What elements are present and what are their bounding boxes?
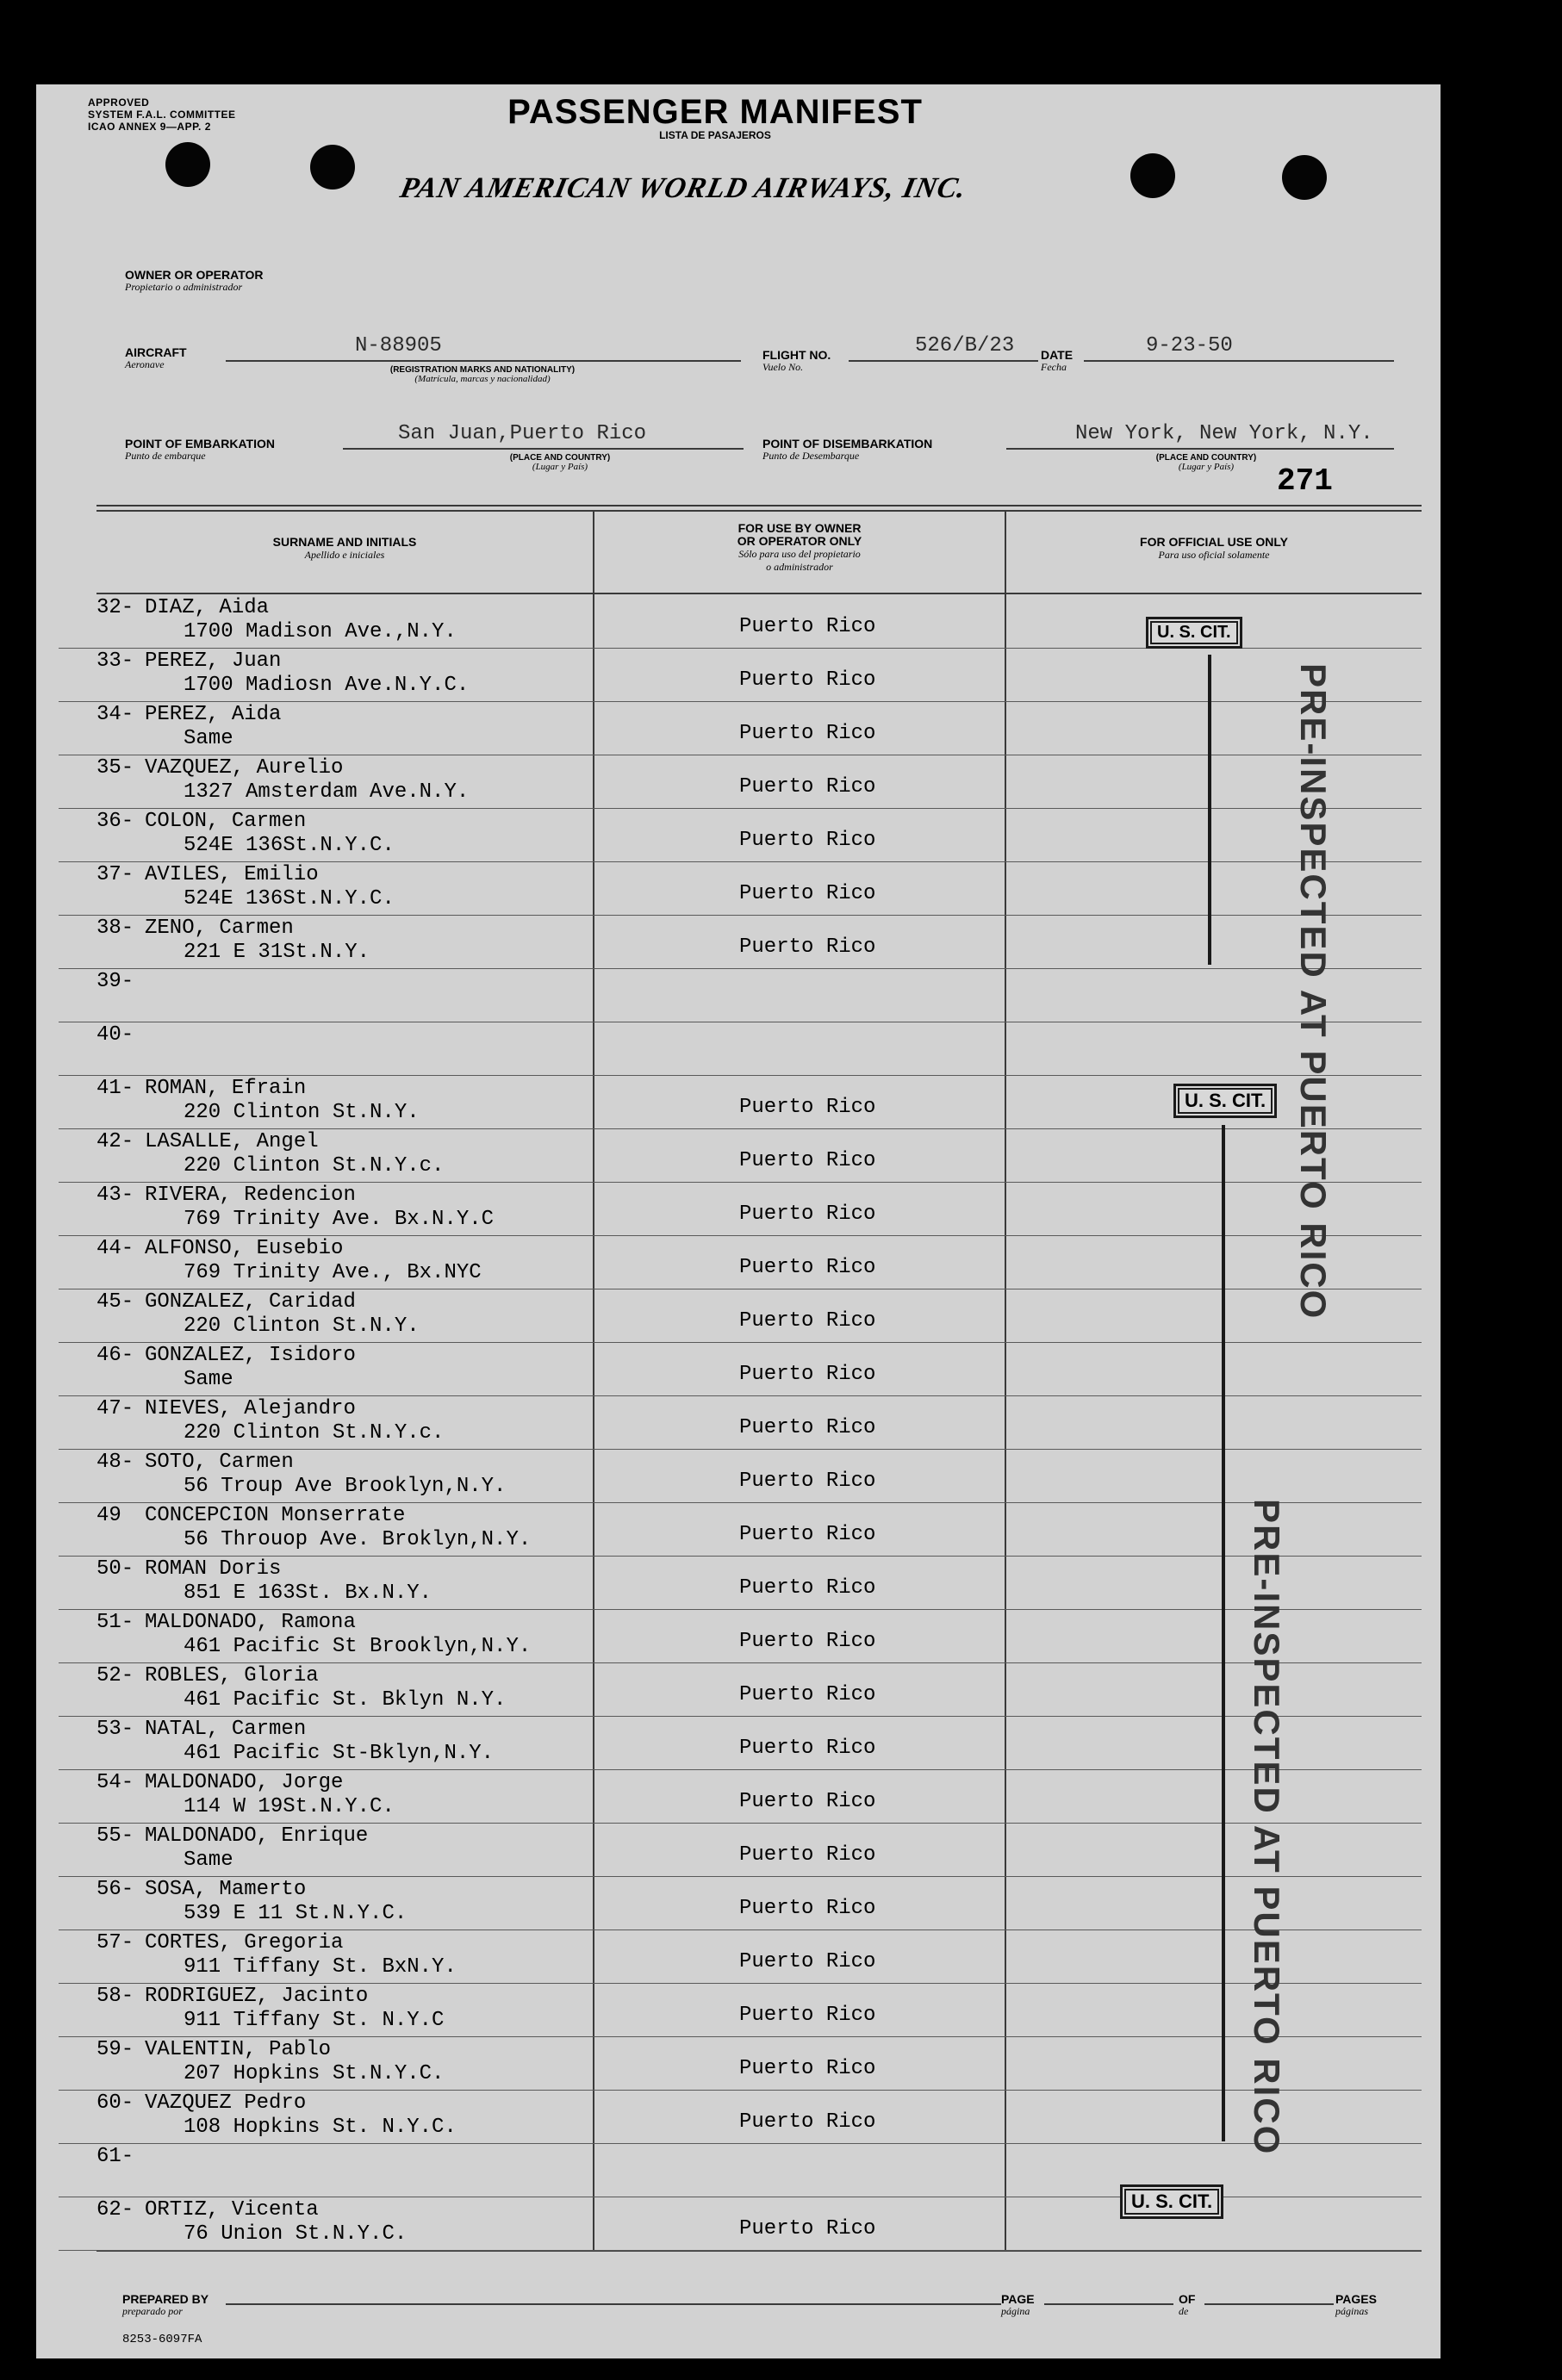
punch-hole-icon bbox=[1130, 153, 1175, 198]
aircraft-label bbox=[125, 346, 187, 370]
passenger-name: SOTO, Carmen bbox=[145, 1451, 294, 1474]
table-row bbox=[59, 1556, 1422, 1610]
embark-value: San Juan,Puerto Rico bbox=[398, 422, 647, 445]
column-header-official-es: Para uso oficial solamente bbox=[1158, 549, 1270, 561]
row-number: 47- bbox=[96, 1397, 134, 1420]
operator-remark: Puerto Rico bbox=[739, 882, 876, 905]
table-row bbox=[59, 1449, 1422, 1503]
page-label-en: PAGE bbox=[1001, 2292, 1035, 2306]
passenger-address: 114 W 19St.N.Y.C. bbox=[184, 1795, 395, 1818]
registration-note-es: (Matrícula, marcas y nacionalidad) bbox=[414, 374, 551, 384]
table-top-border bbox=[96, 510, 1422, 512]
column-header-operator-line: OR OPERATOR ONLY bbox=[737, 534, 862, 548]
passenger-address: Same bbox=[184, 1849, 233, 1872]
row-number: 50- bbox=[96, 1557, 134, 1581]
passenger-name: VAZQUEZ Pedro bbox=[145, 2091, 307, 2115]
passenger-address: Same bbox=[184, 1368, 233, 1391]
passenger-name: RIVERA, Redencion bbox=[145, 1184, 356, 1207]
passenger-address: 769 Trinity Ave., Bx.NYC bbox=[184, 1261, 482, 1284]
passenger-address: 1700 Madiosn Ave.N.Y.C. bbox=[184, 674, 470, 697]
passenger-address: 461 Pacific St. Bklyn N.Y. bbox=[184, 1688, 507, 1712]
row-number: 32- bbox=[96, 596, 134, 619]
airline-name: PAN AMERICAN WORLD AIRWAYS, INC. bbox=[397, 172, 970, 204]
row-number: 43- bbox=[96, 1184, 134, 1207]
passenger-address: 220 Clinton St.N.Y.c. bbox=[184, 1421, 445, 1445]
table-row bbox=[59, 1182, 1422, 1236]
table-row bbox=[59, 2090, 1422, 2144]
row-number: 41- bbox=[96, 1077, 134, 1100]
operator-remark: Puerto Rico bbox=[739, 1523, 876, 1546]
aircraft-label-en: AIRCRAFT bbox=[125, 345, 187, 359]
disembark-line bbox=[1006, 448, 1394, 450]
approval-note bbox=[88, 96, 236, 133]
table-row bbox=[59, 1395, 1422, 1450]
page-label-es: página bbox=[1001, 2305, 1030, 2317]
row-number: 58- bbox=[96, 1985, 134, 2008]
column-header-official bbox=[1006, 536, 1422, 562]
page-title: PASSENGER MANIFEST bbox=[507, 93, 923, 131]
owner-label bbox=[125, 269, 264, 293]
passenger-name: ZENO, Carmen bbox=[145, 917, 294, 940]
embark-label-en: POINT OF EMBARKATION bbox=[125, 437, 275, 451]
row-number: 62- bbox=[96, 2198, 134, 2222]
operator-remark: Puerto Rico bbox=[739, 1576, 876, 1600]
flight-label bbox=[762, 349, 831, 373]
passenger-name: PEREZ, Juan bbox=[145, 649, 282, 673]
operator-remark: Puerto Rico bbox=[739, 2057, 876, 2080]
table-row bbox=[59, 1983, 1422, 2037]
us-cit-stamp: U. S. CIT. bbox=[1146, 617, 1242, 649]
page-line bbox=[1044, 2303, 1173, 2305]
sheet-number: 271 bbox=[1277, 463, 1333, 499]
row-number: 57- bbox=[96, 1931, 134, 1954]
passenger-address: 56 Throuop Ave. Broklyn,N.Y. bbox=[184, 1528, 532, 1551]
table-row bbox=[59, 701, 1422, 755]
embark-place-note-es: (Lugar y País) bbox=[532, 462, 588, 472]
aircraft-line bbox=[226, 360, 741, 362]
row-number: 56- bbox=[96, 1878, 134, 1901]
us-cit-stamp: U. S. CIT. bbox=[1120, 2184, 1223, 2219]
punch-hole-icon bbox=[1282, 155, 1327, 200]
operator-remark: Puerto Rico bbox=[739, 1363, 876, 1386]
disembark-place-note-es: (Lugar y País) bbox=[1178, 462, 1235, 472]
passenger-address: 220 Clinton St.N.Y. bbox=[184, 1101, 420, 1124]
passenger-address: 1700 Madison Ave.,N.Y. bbox=[184, 620, 457, 643]
row-number: 34- bbox=[96, 703, 134, 726]
passenger-name: ROBLES, Gloria bbox=[145, 1664, 319, 1687]
passenger-address: 220 Clinton St.N.Y.c. bbox=[184, 1154, 445, 1178]
operator-remark: Puerto Rico bbox=[739, 1416, 876, 1439]
row-number: 44- bbox=[96, 1237, 134, 1260]
passenger-name: CONCEPCION Monserrate bbox=[145, 1504, 406, 1527]
passenger-address: Same bbox=[184, 727, 233, 750]
table-row bbox=[59, 1876, 1422, 1930]
date-label-en: DATE bbox=[1041, 348, 1073, 362]
passenger-name: PEREZ, Aida bbox=[145, 703, 282, 726]
table-row bbox=[59, 861, 1422, 916]
table-row bbox=[59, 1716, 1422, 1770]
table-row bbox=[59, 968, 1422, 1022]
approval-line: APPROVED bbox=[88, 96, 150, 109]
row-number: 42- bbox=[96, 1130, 134, 1153]
of-line bbox=[1204, 2303, 1334, 2305]
form-code: 8253-6097FA bbox=[122, 2333, 202, 2346]
table-row bbox=[59, 1502, 1422, 1557]
table-row bbox=[59, 755, 1422, 809]
table-row bbox=[59, 915, 1422, 969]
embark-label bbox=[125, 438, 275, 462]
punch-hole-icon bbox=[165, 142, 210, 187]
flight-line bbox=[849, 360, 1038, 362]
operator-remark: Puerto Rico bbox=[739, 1470, 876, 1493]
pages-label-es: páginas bbox=[1335, 2305, 1369, 2317]
table-row bbox=[59, 1128, 1422, 1183]
operator-remark: Puerto Rico bbox=[739, 935, 876, 959]
passenger-address: 769 Trinity Ave. Bx.N.Y.C bbox=[184, 1208, 495, 1231]
operator-remark: Puerto Rico bbox=[739, 2217, 876, 2240]
passenger-name: ROMAN, Efrain bbox=[145, 1077, 307, 1100]
operator-remark: Puerto Rico bbox=[739, 722, 876, 745]
aircraft-value: N-88905 bbox=[355, 334, 442, 357]
table-top-border bbox=[96, 505, 1422, 506]
table-row bbox=[59, 1609, 1422, 1663]
embark-line bbox=[343, 448, 744, 450]
disembark-place-note-en: (PLACE AND COUNTRY) bbox=[1155, 453, 1257, 463]
column-header-operator-es: o administrador bbox=[766, 561, 833, 573]
passenger-address: 221 E 31St.N.Y. bbox=[184, 941, 370, 964]
flight-label-es: Vuelo No. bbox=[762, 361, 804, 373]
operator-remark: Puerto Rico bbox=[739, 1843, 876, 1867]
passenger-name: CORTES, Gregoria bbox=[145, 1931, 344, 1954]
bracket-arrow bbox=[1208, 655, 1211, 965]
passenger-name: MALDONADO, Ramona bbox=[145, 1611, 356, 1634]
disembark-value: New York, New York, N.Y. bbox=[1075, 422, 1373, 445]
row-number: 38- bbox=[96, 917, 134, 940]
row-number: 49 bbox=[96, 1504, 121, 1527]
operator-remark: Puerto Rico bbox=[739, 615, 876, 638]
operator-remark: Puerto Rico bbox=[739, 2004, 876, 2027]
disembark-label-es: Punto de Desembarque bbox=[762, 450, 860, 462]
approval-line: SYSTEM F.A.L. COMMITTEE bbox=[88, 109, 236, 121]
operator-remark: Puerto Rico bbox=[739, 1897, 876, 1920]
row-number: 55- bbox=[96, 1824, 134, 1848]
preinspected-stamp: PRE-INSPECTED AT PUERTO RICO bbox=[1247, 1499, 1287, 2156]
passenger-name: ALFONSO, Eusebio bbox=[145, 1237, 344, 1260]
of-label-en: OF bbox=[1179, 2292, 1196, 2306]
us-cit-stamp: U. S. CIT. bbox=[1173, 1084, 1277, 1118]
of-label bbox=[1179, 2293, 1195, 2317]
page-subtitle: LISTA DE PASAJEROS bbox=[659, 129, 771, 141]
disembark-label bbox=[762, 438, 932, 462]
passenger-address: 76 Union St.N.Y.C. bbox=[184, 2222, 408, 2246]
row-number: 60- bbox=[96, 2091, 134, 2115]
passenger-name: GONZALEZ, Isidoro bbox=[145, 1344, 356, 1367]
flight-label-en: FLIGHT NO. bbox=[762, 348, 831, 362]
passenger-name: COLON, Carmen bbox=[145, 810, 307, 833]
row-number: 37- bbox=[96, 863, 134, 886]
embark-label-es: Punto de embarque bbox=[125, 450, 206, 462]
passenger-name: MALDONADO, Jorge bbox=[145, 1771, 344, 1794]
passenger-address: 524E 136St.N.Y.C. bbox=[184, 834, 395, 857]
passenger-address: 911 Tiffany St. BxN.Y. bbox=[184, 1955, 457, 1979]
passenger-address: 911 Tiffany St. N.Y.C bbox=[184, 2009, 445, 2032]
table-row bbox=[59, 1289, 1422, 1343]
aircraft-label-es: Aeronave bbox=[125, 358, 165, 370]
prepared-by-line bbox=[226, 2303, 1001, 2305]
table-row bbox=[59, 1929, 1422, 1984]
operator-remark: Puerto Rico bbox=[739, 1630, 876, 1653]
pages-label-en: PAGES bbox=[1335, 2292, 1377, 2306]
passenger-name: SOSA, Mamerto bbox=[145, 1878, 307, 1901]
row-number: 61- bbox=[96, 2145, 134, 2168]
table-row bbox=[59, 1022, 1422, 1076]
disembark-label-en: POINT OF DISEMBARKATION bbox=[762, 437, 933, 451]
prepared-by-label-es: preparado por bbox=[122, 2305, 183, 2317]
operator-remark: Puerto Rico bbox=[739, 1149, 876, 1172]
passenger-name: NIEVES, Alejandro bbox=[145, 1397, 356, 1420]
of-label-es: de bbox=[1179, 2305, 1189, 2317]
operator-remark: Puerto Rico bbox=[739, 1256, 876, 1279]
passenger-address: 539 E 11 St.N.Y.C. bbox=[184, 1902, 408, 1925]
column-header-operator-line: FOR USE BY OWNER bbox=[737, 521, 862, 535]
row-number: 59- bbox=[96, 2038, 134, 2061]
page-label bbox=[1001, 2293, 1035, 2317]
passenger-name: RODRIGUEZ, Jacinto bbox=[145, 1985, 369, 2008]
operator-remark: Puerto Rico bbox=[739, 775, 876, 799]
operator-remark: Puerto Rico bbox=[739, 1202, 876, 1226]
prepared-by-label-en: PREPARED BY bbox=[122, 2292, 209, 2306]
table-row bbox=[59, 1823, 1422, 1877]
row-number: 46- bbox=[96, 1344, 134, 1367]
table-row bbox=[59, 1235, 1422, 1289]
table-row bbox=[59, 1662, 1422, 1717]
column-header-operator bbox=[594, 522, 1005, 574]
passenger-name: LASALLE, Angel bbox=[145, 1130, 319, 1153]
passenger-name: ORTIZ, Vicenta bbox=[145, 2198, 319, 2222]
flight-value: 526/B/23 bbox=[915, 334, 1015, 357]
row-number: 36- bbox=[96, 810, 134, 833]
passenger-name: DIAZ, Aida bbox=[145, 596, 270, 619]
table-row bbox=[59, 648, 1422, 702]
operator-remark: Puerto Rico bbox=[739, 1096, 876, 1119]
passenger-address: 524E 136St.N.Y.C. bbox=[184, 887, 395, 910]
date-line bbox=[1084, 360, 1394, 362]
column-header-surname-es: Apellido e iniciales bbox=[304, 549, 385, 561]
column-header-surname-en: SURNAME AND INITIALS bbox=[272, 535, 417, 549]
passenger-address: 56 Troup Ave Brooklyn,N.Y. bbox=[184, 1475, 507, 1498]
passenger-address: 851 E 163St. Bx.N.Y. bbox=[184, 1581, 433, 1605]
date-label-es: Fecha bbox=[1041, 361, 1067, 373]
column-header-operator-es: Sólo para uso del propietario bbox=[738, 548, 861, 560]
approval-line: ICAO ANNEX 9—APP. 2 bbox=[88, 121, 211, 133]
embark-place-note-en: (PLACE AND COUNTRY) bbox=[509, 453, 611, 463]
punch-hole-icon bbox=[310, 145, 355, 190]
registration-note-en: (REGISTRATION MARKS AND NATIONALITY) bbox=[389, 365, 576, 375]
table-row bbox=[59, 2036, 1422, 2091]
operator-remark: Puerto Rico bbox=[739, 829, 876, 852]
passenger-address: 108 Hopkins St. N.Y.C. bbox=[184, 2116, 457, 2139]
date-value: 9-23-50 bbox=[1146, 334, 1233, 357]
disembark-place-note bbox=[1111, 453, 1301, 472]
table-row bbox=[59, 1769, 1422, 1824]
row-number: 45- bbox=[96, 1290, 134, 1314]
row-number: 52- bbox=[96, 1664, 134, 1687]
prepared-by-label bbox=[122, 2293, 208, 2317]
owner-label-es: Propietario o administrador bbox=[125, 281, 243, 293]
row-number: 40- bbox=[96, 1023, 134, 1047]
owner-label-en: OWNER OR OPERATOR bbox=[125, 268, 264, 282]
passenger-name: VALENTIN, Pablo bbox=[145, 2038, 332, 2061]
operator-remark: Puerto Rico bbox=[739, 1790, 876, 1813]
pages-label bbox=[1335, 2293, 1377, 2317]
operator-remark: Puerto Rico bbox=[739, 1737, 876, 1760]
passenger-address: 461 Pacific St Brooklyn,N.Y. bbox=[184, 1635, 532, 1658]
table-row bbox=[59, 1342, 1422, 1396]
operator-remark: Puerto Rico bbox=[739, 1683, 876, 1706]
passenger-name: MALDONADO, Enrique bbox=[145, 1824, 369, 1848]
passenger-name: VAZQUEZ, Aurelio bbox=[145, 756, 344, 780]
row-number: 39- bbox=[96, 970, 134, 993]
column-header-official-en: FOR OFFICIAL USE ONLY bbox=[1140, 535, 1288, 549]
row-number: 54- bbox=[96, 1771, 134, 1794]
row-number: 53- bbox=[96, 1718, 134, 1741]
row-number: 51- bbox=[96, 1611, 134, 1634]
table-row bbox=[59, 808, 1422, 862]
passenger-address: 1327 Amsterdam Ave.N.Y. bbox=[184, 780, 470, 804]
passenger-name: GONZALEZ, Caridad bbox=[145, 1290, 356, 1314]
passenger-address: 207 Hopkins St.N.Y.C. bbox=[184, 2062, 445, 2085]
row-number: 33- bbox=[96, 649, 134, 673]
operator-remark: Puerto Rico bbox=[739, 2110, 876, 2134]
operator-remark: Puerto Rico bbox=[739, 1950, 876, 1973]
passenger-name: NATAL, Carmen bbox=[145, 1718, 307, 1741]
row-number: 48- bbox=[96, 1451, 134, 1474]
registration-note bbox=[340, 365, 625, 384]
operator-remark: Puerto Rico bbox=[739, 668, 876, 692]
passenger-name: AVILES, Emilio bbox=[145, 863, 319, 886]
passenger-name: ROMAN Doris bbox=[145, 1557, 282, 1581]
bracket-arrow bbox=[1222, 1125, 1225, 2141]
passenger-address: 220 Clinton St.N.Y. bbox=[184, 1314, 420, 1338]
operator-remark: Puerto Rico bbox=[739, 1309, 876, 1333]
row-number: 35- bbox=[96, 756, 134, 780]
embark-place-note bbox=[465, 453, 655, 472]
passenger-address: 461 Pacific St-Bklyn,N.Y. bbox=[184, 1742, 495, 1765]
date-label bbox=[1041, 349, 1073, 373]
column-header-surname bbox=[96, 536, 593, 562]
preinspected-stamp: PRE-INSPECTED AT PUERTO RICO bbox=[1293, 663, 1334, 1320]
